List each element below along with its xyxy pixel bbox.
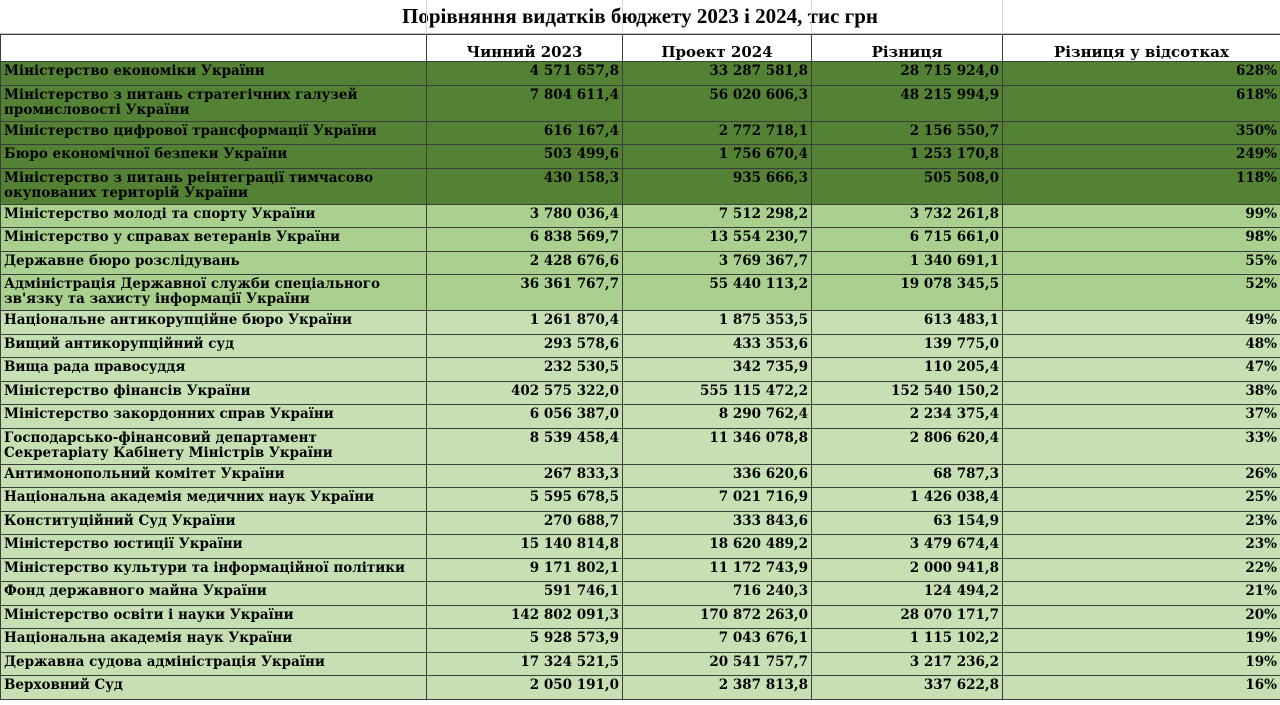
row-name-cell[interactable]: Вищий антикорупційний суд [1,334,427,358]
difference-cell[interactable]: 1 115 102,2 [812,629,1003,653]
row-name-cell[interactable]: Національне антикорупційне бюро України [1,311,427,335]
difference-percent-cell[interactable]: 618% [1003,85,1280,121]
table-row [1,558,1280,582]
row-name-cell[interactable]: Державна судова адміністрація України [1,652,427,676]
draft-2024-cell[interactable]: 333 843,6 [623,511,812,535]
row-name-cell[interactable]: Міністерство економіки України [1,62,427,86]
row-name-cell[interactable]: Верховний Суд [1,676,427,700]
difference-percent-cell[interactable]: 23% [1003,535,1280,559]
draft-2024-cell[interactable]: 935 666,3 [623,168,812,204]
table-row [1,275,1280,311]
draft-2024-cell[interactable]: 7 043 676,1 [623,629,812,653]
draft-2024-cell[interactable]: 13 554 230,7 [623,228,812,252]
current-2023-cell[interactable]: 7 804 611,4 [427,85,623,121]
draft-2024-cell[interactable]: 55 440 113,2 [623,275,812,311]
difference-percent-cell[interactable]: 37% [1003,405,1280,429]
draft-2024-cell[interactable]: 11 172 743,9 [623,558,812,582]
current-2023-cell[interactable]: 402 575 322,0 [427,381,623,405]
draft-2024-cell[interactable]: 170 872 263,0 [623,605,812,629]
table-body [1,62,1280,700]
difference-percent-cell[interactable]: 23% [1003,511,1280,535]
header-current-2023[interactable]: Чинний 2023 [427,35,623,62]
table-row [1,652,1280,676]
current-2023-cell[interactable]: 4 571 657,8 [427,62,623,86]
row-name-cell[interactable]: Міністерство юстиції України [1,535,427,559]
row-name-cell[interactable]: Міністерство закордонних справ України [1,405,427,429]
difference-percent-cell[interactable]: 49% [1003,311,1280,335]
difference-cell[interactable]: 63 154,9 [812,511,1003,535]
draft-2024-cell[interactable]: 11 346 078,8 [623,428,812,464]
difference-cell[interactable]: 28 715 924,0 [812,62,1003,86]
row-name-cell[interactable]: Фонд державного майна України [1,582,427,606]
table-row [1,381,1280,405]
grid-line [622,0,623,34]
table-row [1,535,1280,559]
table-row [1,251,1280,275]
budget-table [0,34,1280,700]
difference-percent-cell[interactable]: 350% [1003,121,1280,145]
header-difference[interactable]: Різниця [812,35,1003,62]
difference-percent-cell[interactable]: 21% [1003,582,1280,606]
difference-cell[interactable]: 152 540 150,2 [812,381,1003,405]
row-name-cell[interactable]: Міністерство у справах ветеранів України [1,228,427,252]
difference-percent-cell[interactable]: 38% [1003,381,1280,405]
table-row [1,311,1280,335]
table-row [1,676,1280,700]
difference-percent-cell[interactable]: 249% [1003,145,1280,169]
row-name-cell[interactable]: Державне бюро розслідувань [1,251,427,275]
difference-cell[interactable]: 1 340 691,1 [812,251,1003,275]
difference-percent-cell[interactable]: 98% [1003,228,1280,252]
current-2023-cell[interactable]: 591 746,1 [427,582,623,606]
row-name-cell[interactable]: Антимонопольний комітет України [1,464,427,488]
difference-cell[interactable]: 3 217 236,2 [812,652,1003,676]
row-name-cell[interactable]: Адміністрація Державної служби спеціального зв'язку та захисту інформації України [1,275,427,311]
grid-line [811,0,812,34]
current-2023-cell[interactable]: 293 578,6 [427,334,623,358]
draft-2024-cell[interactable]: 342 735,9 [623,358,812,382]
difference-percent-cell[interactable]: 26% [1003,464,1280,488]
draft-2024-cell[interactable]: 2 772 718,1 [623,121,812,145]
current-2023-cell[interactable]: 6 838 569,7 [427,228,623,252]
row-name-cell[interactable]: Господарсько-фінансовий департамент Секретаріату Кабінету Міністрів України [1,428,427,464]
current-2023-cell[interactable]: 267 833,3 [427,464,623,488]
current-2023-cell[interactable]: 232 530,5 [427,358,623,382]
current-2023-cell[interactable]: 2 050 191,0 [427,676,623,700]
difference-cell[interactable]: 2 234 375,4 [812,405,1003,429]
table-row [1,582,1280,606]
current-2023-cell[interactable]: 9 171 802,1 [427,558,623,582]
draft-2024-cell[interactable]: 20 541 757,7 [623,652,812,676]
row-name-cell[interactable]: Національна академія медичних наук України [1,488,427,512]
difference-percent-cell[interactable]: 52% [1003,275,1280,311]
table-title: Порівняння видатків бюджету 2023 і 2024, тис грн [0,0,1280,34]
table-row [1,428,1280,464]
row-name-cell[interactable]: Міністерство освіти і науки України [1,605,427,629]
grid-line [426,0,427,34]
table-row [1,334,1280,358]
difference-cell[interactable]: 124 494,2 [812,582,1003,606]
difference-cell[interactable]: 6 715 661,0 [812,228,1003,252]
current-2023-cell[interactable]: 616 167,4 [427,121,623,145]
table-row [1,464,1280,488]
current-2023-cell[interactable]: 3 780 036,4 [427,204,623,228]
difference-percent-cell[interactable]: 22% [1003,558,1280,582]
grid-line [1002,0,1003,34]
draft-2024-cell[interactable]: 7 021 716,9 [623,488,812,512]
table-row [1,168,1280,204]
current-2023-cell[interactable]: 430 158,3 [427,168,623,204]
difference-cell[interactable]: 3 732 261,8 [812,204,1003,228]
difference-cell[interactable]: 28 070 171,7 [812,605,1003,629]
current-2023-cell[interactable]: 5 595 678,5 [427,488,623,512]
difference-percent-cell[interactable]: 118% [1003,168,1280,204]
table-row [1,121,1280,145]
row-name-cell[interactable]: Конституційний Суд України [1,511,427,535]
difference-percent-cell[interactable]: 25% [1003,488,1280,512]
difference-cell[interactable]: 3 479 674,4 [812,535,1003,559]
difference-percent-cell[interactable]: 16% [1003,676,1280,700]
table-row [1,358,1280,382]
difference-cell[interactable]: 1 253 170,8 [812,145,1003,169]
current-2023-cell[interactable]: 142 802 091,3 [427,605,623,629]
difference-cell[interactable]: 337 622,8 [812,676,1003,700]
current-2023-cell[interactable]: 36 361 767,7 [427,275,623,311]
draft-2024-cell[interactable]: 18 620 489,2 [623,535,812,559]
table-row [1,405,1280,429]
current-2023-cell[interactable]: 6 056 387,0 [427,405,623,429]
header-row [1,35,1280,62]
row-name-cell[interactable]: Міністерство з питань стратегічних галузей промисловості України [1,85,427,121]
difference-cell[interactable]: 2 000 941,8 [812,558,1003,582]
difference-cell[interactable]: 1 426 038,4 [812,488,1003,512]
table-row [1,511,1280,535]
current-2023-cell[interactable]: 503 499,6 [427,145,623,169]
draft-2024-cell[interactable]: 7 512 298,2 [623,204,812,228]
row-name-cell[interactable]: Міністерство з питань реінтеграції тимчасово окупованих територій України [1,168,427,204]
current-2023-cell[interactable]: 15 140 814,8 [427,535,623,559]
draft-2024-cell[interactable]: 1 875 353,5 [623,311,812,335]
header-draft-2024[interactable]: Проект 2024 [623,35,812,62]
difference-percent-cell[interactable]: 47% [1003,358,1280,382]
difference-percent-cell[interactable]: 55% [1003,251,1280,275]
draft-2024-cell[interactable]: 8 290 762,4 [623,405,812,429]
table-row [1,488,1280,512]
current-2023-cell[interactable]: 1 261 870,4 [427,311,623,335]
difference-cell[interactable]: 68 787,3 [812,464,1003,488]
table-row [1,85,1280,121]
current-2023-cell[interactable]: 17 324 521,5 [427,652,623,676]
difference-cell[interactable]: 2 806 620,4 [812,428,1003,464]
table-row [1,62,1280,86]
draft-2024-cell[interactable]: 433 353,6 [623,334,812,358]
row-name-cell[interactable]: Вища рада правосуддя [1,358,427,382]
difference-cell[interactable]: 139 775,0 [812,334,1003,358]
draft-2024-cell[interactable]: 1 756 670,4 [623,145,812,169]
table-row [1,204,1280,228]
current-2023-cell[interactable]: 8 539 458,4 [427,428,623,464]
header-name[interactable] [1,35,427,62]
difference-percent-cell[interactable]: 48% [1003,334,1280,358]
row-name-cell[interactable]: Бюро економічної безпеки України [1,145,427,169]
draft-2024-cell[interactable]: 3 769 367,7 [623,251,812,275]
current-2023-cell[interactable]: 5 928 573,9 [427,629,623,653]
row-name-cell[interactable]: Національна академія наук України [1,629,427,653]
row-name-cell[interactable]: Міністерство молоді та спорту України [1,204,427,228]
difference-cell[interactable]: 613 483,1 [812,311,1003,335]
row-name-cell[interactable]: Міністерство цифрової трансформації України [1,121,427,145]
difference-percent-cell[interactable]: 99% [1003,204,1280,228]
difference-percent-cell[interactable]: 33% [1003,428,1280,464]
draft-2024-cell[interactable]: 56 020 606,3 [623,85,812,121]
difference-cell[interactable]: 110 205,4 [812,358,1003,382]
draft-2024-cell[interactable]: 336 620,6 [623,464,812,488]
difference-percent-cell[interactable]: 19% [1003,652,1280,676]
row-name-cell[interactable]: Міністерство культури та інформаційної політики [1,558,427,582]
difference-cell[interactable]: 505 508,0 [812,168,1003,204]
difference-cell[interactable]: 2 156 550,7 [812,121,1003,145]
difference-percent-cell[interactable]: 628% [1003,62,1280,86]
difference-cell[interactable]: 48 215 994,9 [812,85,1003,121]
draft-2024-cell[interactable]: 716 240,3 [623,582,812,606]
current-2023-cell[interactable]: 2 428 676,6 [427,251,623,275]
draft-2024-cell[interactable]: 555 115 472,2 [623,381,812,405]
table-row [1,228,1280,252]
row-name-cell[interactable]: Міністерство фінансів України [1,381,427,405]
difference-percent-cell[interactable]: 20% [1003,605,1280,629]
header-difference-percent[interactable]: Різниця у відсотках [1003,35,1280,62]
draft-2024-cell[interactable]: 2 387 813,8 [623,676,812,700]
difference-percent-cell[interactable]: 19% [1003,629,1280,653]
table-row [1,145,1280,169]
draft-2024-cell[interactable]: 33 287 581,8 [623,62,812,86]
table-row [1,629,1280,653]
difference-cell[interactable]: 19 078 345,5 [812,275,1003,311]
current-2023-cell[interactable]: 270 688,7 [427,511,623,535]
table-row [1,605,1280,629]
